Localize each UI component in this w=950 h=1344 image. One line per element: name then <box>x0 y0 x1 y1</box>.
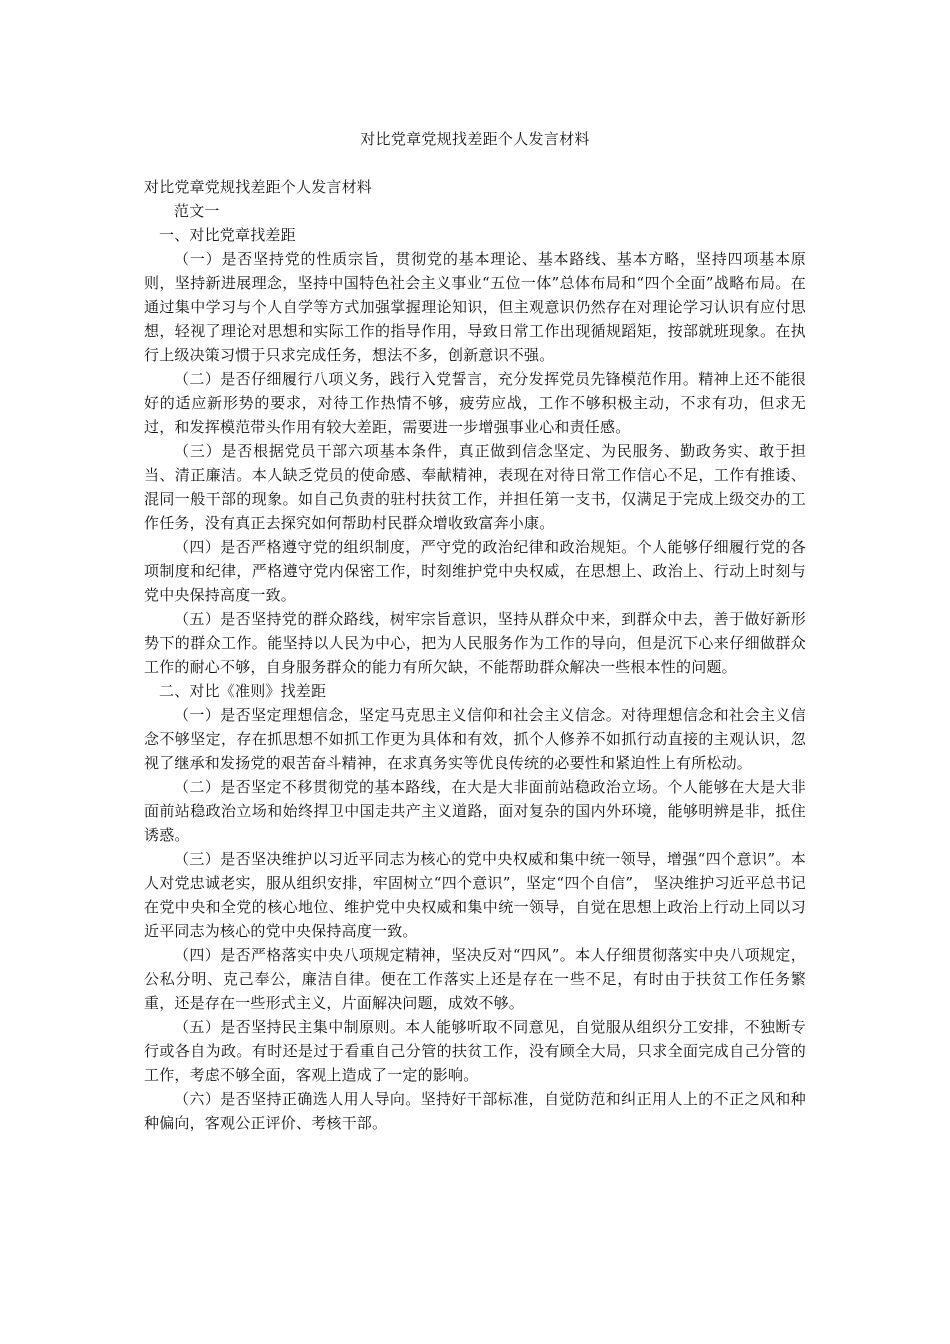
section2-item-3: （三）是否坚决维护以习近平同志为核心的党中央权威和集中统一领导，增强“四个意识”。本人对党忠诚老实，服从组织安排，牢固树立“四个意识”，坚定“四个自信”， 坚决维护习近平总书记在党中央和全党的核心地位、维护党中央权威和集中统一领导，自觉在思想上政治上行动上同以习近平同志为核心的党中央保持高度一致。 <box>144 850 806 940</box>
section1-item-3: （三）是否根据党员干部六项基本条件，真正做到信念坚定、为民服务、勤政务实、敢于担当、清正廉洁。本人缺乏党员的使命感、奉献精神，表现在对待日常工作信心不足，工作有推诿、混同一般干部的现象。如自己负责的驻村扶贫工作，并担任第一支书，仅满足于完成上级交办的工作任务，没有真正去探究如何帮助村民群众增收致富奔小康。 <box>144 442 806 532</box>
document-subtitle: 对比党章党规找差距个人发言材料 <box>144 178 373 196</box>
section1-item-5: （五）是否坚持党的群众路线，树牢宗旨意识，坚持从群众中来，到群众中去，善于做好新形势下的群众工作。能坚持以人民为中心，把为人民服务作为工作的导向，但是沉下心来仔细做群众工作的耐心不够，自身服务群众的能力有所欠缺，不能帮助群众解决一些根本性的问题。 <box>144 610 806 676</box>
section1-item-4: （四）是否严格遵守党的组织制度，严守党的政治纪律和政治规矩。个人能够仔细履行党的各项制度和纪律，严格遵守党内保密工作，时刻维护党中央权威，在思想上、政治上、行动上时刻与党中央保持高度一致。 <box>144 538 806 604</box>
section2-item-6: （六）是否坚持正确选人用人导向。坚持好干部标准，自觉防范和纠正用人上的不正之风和种种偏向，客观公正评价、考核干部。 <box>144 1090 806 1132</box>
section1-item-1: （一）是否坚持党的性质宗旨，贯彻党的基本理论、基本路线、基本方略，坚持四项基本原则，坚持新进展理念，坚持中国特色社会主义事业“五位一体”总体布局和“四个全面”战略布局。在通过集中学习与个人自学等方式加强掌握理论知识，但主观意识仍然存在对理论学习认识有应付思想，轻视了理论对思想和实际工作的指导作用，导致日常工作出现循规蹈矩，按部就班现象。在执行上级决策习惯于只求完成任务，想法不多，创新意识不强。 <box>144 250 806 364</box>
document-title: 对比党章党规找差距个人发言材料 <box>360 130 590 148</box>
section1-item-2: （二）是否仔细履行八项义务，践行入党誓言，充分发挥党员先锋模范作用。精神上还不能很好的适应新形势的要求，对待工作热情不够，疲劳应战，工作不够积极主动，不求有功，但求无过，和发挥模范带头作用有较大差距，需要进一步增强事业心和责任感。 <box>144 370 806 436</box>
section2-item-1: （一）是否坚定理想信念，坚定马克思主义信仰和社会主义信念。对待理想信念和社会主义信念不够坚定，存在抓思想不如抓工作更为具体和有效，抓个人修养不如抓行动直接的主观认识，忽视了继承和发扬党的艰苦奋斗精神，在求真务实等优良传统的必要性和紧迫性上有所松动。 <box>144 706 806 772</box>
section2-item-2: （二）是否坚定不移贯彻党的基本路线，在大是大非面前站稳政治立场。个人能够在大是大非面前站稳政治立场和始终捍卫中国走共产主义道路，面对复杂的国内外环境，能够明辨是非，抵住诱惑。 <box>144 778 806 844</box>
section-heading-2: 二、对比《准则》找差距 <box>159 682 327 700</box>
section-heading-1: 一、对比党章找差距 <box>159 226 296 244</box>
section2-item-4: （四）是否严格落实中央八项规定精神，坚决反对“四风”。本人仔细贯彻落实中央八项规定，公私分明、克己奉公，廉洁自律。便在工作落实上还是存在一些不足，有时由于扶贫工作任务繁重，还是存在一些形式主义，片面解决问题，成效不够。 <box>144 946 806 1012</box>
variant-label: 范文一 <box>174 202 220 220</box>
section2-item-5: （五）是否坚持民主集中制原则。本人能够听取不同意见，自觉服从组织分工安排，不独断专行或各自为政。有时还是过于看重自己分管的扶贫工作，没有顾全大局，只求全面完成自己分管的工作，考虑不够全面，客观上造成了一定的影响。 <box>144 1018 806 1084</box>
document-body <box>144 175 806 1135</box>
